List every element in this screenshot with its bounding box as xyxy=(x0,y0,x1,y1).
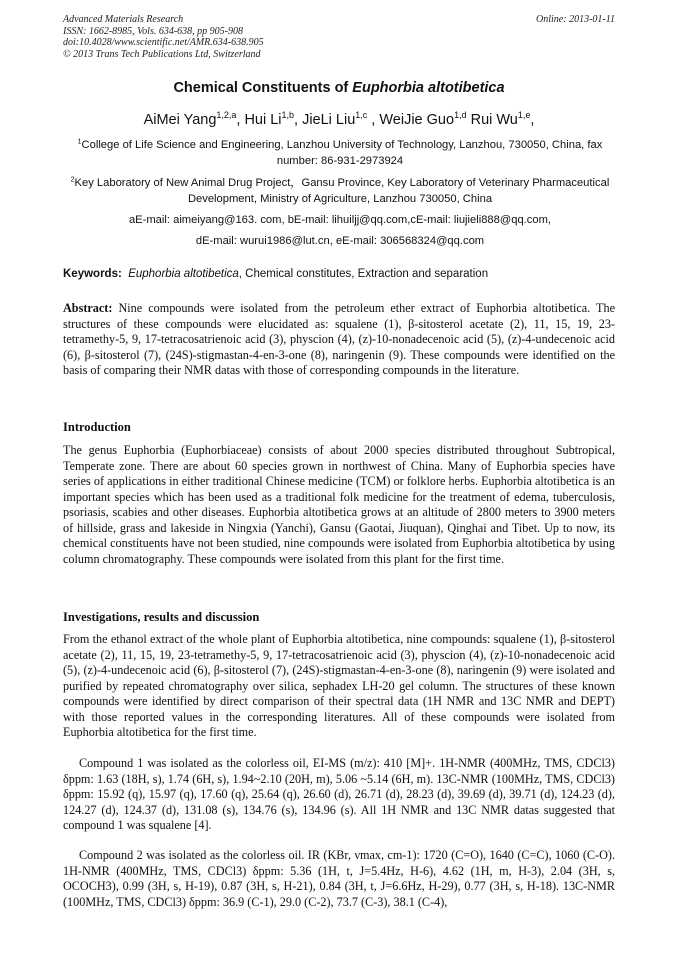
results-paragraph-1: From the ethanol extract of the whole plant of Euphorbia altotibetica, nine compounds: squalene (1), β-sitosterol acetate (2), 11, 15, 19, 23-tetramethy-5, 9, 17-tetracosatrienoic acid (3), physcion (4), (z)-10-nonadecenoic acid (5), (z)-4-undecenoic acid (6), β-sitosterol (7), (24S)-stigmastan-4-en-3-one (8), naringenin (9) were isolated and purified by repeated chromatography over silica, sephadex LH-20 gel column. The structures of these known compounds were identified by direct comparison of their spectral data (1H NMR and 13C NMR and DEPT) with those reported values in the corresponding literatures. All of these compounds were isolated from Euphorbia altotibetica for the first time. xyxy=(63,632,615,739)
affiliation-marker: 1 xyxy=(77,138,82,146)
title-species: Euphorbia altotibetica xyxy=(352,80,505,96)
journal-name: Advanced Materials Research xyxy=(63,14,184,25)
introduction-paragraph: The genus Euphorbia (Euphorbiaceae) consists of about 2000 species distributed throughout Subtropical, Temperate zone. There are about 60 species grown in northwest of China. Many of Euphorbia species have series of applications in either traditional Chinese medicine (TCM) or folklore herbs. Euphorbia altotibetica is an important species which has been used as a traditional folk medicine for the treatment of edema, tuberculosis, psoriasis, scabies and other diseases. Euphorbia altotibetica grows at an altitude of 2800 meters to 3900 meters of hillside, grass and lakeside in Ningxia (Yanchi), Gansu (Gaotai, Jiuquan), Qinghai and Tibet. Up to now, its chemical constituents have not been studied, nine compounds were isolated from Euphorbia altotibetica by using column chromatography. These compounds were isolated from this plant for the first time. xyxy=(63,443,615,566)
author-name: Hui Li xyxy=(244,112,282,128)
author-affil: 1,e xyxy=(517,110,531,121)
keywords xyxy=(63,268,623,280)
results-paragraph-2: Compound 1 was isolated as the colorless oil, EI-MS (m/z): 410 [M]+. 1H-NMR (400MHz, TMS, CDCl3) δppm: 1.63 (18H, s), 1.74 (6H, s), 1.94~2.10 (20H, m), 5.06 ~5.14 (6H, m). 13C-NMR (100MHz, TMS, CDCl3) δppm: 15.92 (q), 15.97 (q), 17.60 (q), 25.64 (q), 26.60 (d), 26.71 (d), 28.23 (d), 39.69 (d), 39.71 (d), 124.23 (d), 124.27 (d), 124.37 (d), 131.08 (s), 134.76 (s), 134.96 (s). All 1H NMR and 13C NMR datas suggested that compound 1 was squalene [4]. xyxy=(63,756,615,832)
email-line-1 xyxy=(70,212,610,228)
author-list: AiMei Yang$^{1,2,a}$, Hui Li$^{1,b}$, JieLi Liu$^{1,c}$ , WeiJie Guo$^{1,d}$ Rui Wu$^{1,e}$, xyxy=(143,110,535,128)
email-c: cE-mail: liujieli888@qq.com, xyxy=(410,214,552,226)
email-line-2 xyxy=(70,233,610,249)
journal-copyright: © 2013 Trans Tech Publications Ltd, Switzerland xyxy=(63,48,261,60)
affiliation-text: College of Life Science and Engineering, Lanzhou University of Technology, Lanzhou, 730050, China, fax number: 86-931-2973924 xyxy=(81,139,603,167)
abstract xyxy=(63,301,615,379)
section-heading-introduction: Introduction xyxy=(63,420,131,434)
keywords-label: Keywords: xyxy=(63,268,122,280)
journal-doi: doi:10.4028/www.scientific.net/AMR.634-638.905 xyxy=(63,37,264,48)
author-affil: 1,2,a xyxy=(216,110,237,121)
journal-header xyxy=(63,14,264,60)
author-name: JieLi Liu xyxy=(302,112,356,128)
email-a: aE-mail: aimeiyang@163. com, xyxy=(128,214,288,226)
paper-title xyxy=(0,80,678,96)
title-prefix: Chemical Constituents of xyxy=(173,80,353,96)
affiliation-text: Key Laboratory of New Animal Drug Project，Gansu Province, Key Laboratory of Veterinary Pharmaceutical Development, Ministry of Agriculture, Lanzhou 730050, China xyxy=(74,177,610,205)
keywords-rest: , Chemical constitutes, Extraction and separation xyxy=(238,268,489,280)
abstract-text: Nine compounds were isolated from the petroleum ether extract of Euphorbia altotibetica. The structures of these compounds were elucidated as: squalene (1), β-sitosterol acetate (2), 11, 15, 19, 23-tetramethy-5, 9, 17-tetracosatrienoic acid (3), physcion (4), (z)-10-nonadecenoic acid (5), (z)-4-undecenoic acid (6), β-sitosterol (7), (24S)-stigmastan-4-en-3-one (8), naringenin (9). These compounds were identified on the basis of comparing their NMR datas with those of corresponding compounds in the literature. xyxy=(63,301,615,377)
section-heading-results: Investigations, results and discussion xyxy=(63,610,260,624)
affiliation-marker: 2 xyxy=(70,176,75,184)
author-name: AiMei Yang xyxy=(143,112,217,128)
abstract-label: Abstract: xyxy=(63,301,113,315)
keywords-species: Euphorbia altotibetica xyxy=(128,268,239,280)
journal-issn: ISSN: 1662-8985, Vols. 634-638, pp 905-908 xyxy=(63,25,243,37)
email-e: eE-mail: 306568324@qq.com xyxy=(335,235,485,247)
author-affil: 1,d xyxy=(454,110,467,121)
affiliation-1 xyxy=(70,137,610,169)
author-name: Rui Wu xyxy=(470,112,518,128)
email-d: dE-mail: wurui1986@lut.cn, xyxy=(195,235,336,247)
online-date: Online: 2013-01-11 xyxy=(536,14,615,25)
author-affil: 1,b xyxy=(281,110,295,121)
results-paragraph-3: Compound 2 was isolated as the colorless oil. IR (KBr, νmax, cm-1): 1720 (C=O), 1640 (C=C), 1060 (C-O). 1H-NMR (400MHz, TMS, CDCl3) δppm: 5.36 (1H, t, J=5.4Hz, H-6), 4.62 (1H, m, H-3), 2.04 (3H, s, OCOCH3), 0.99 (3H, s, H-19), 0.87 (3H, s, H-21), 0.84 (3H, t, J=6.6Hz, H-29), 0.77 (3H, s, H-18). 13C-NMR (100MHz, TMS, CDCl3) δppm: 36.9 (C-1), 29.0 (C-2), 73.7 (C-3), 38.1 (C-4), xyxy=(63,848,615,909)
author-affil: 1,c xyxy=(355,110,368,121)
author-name: WeiJie Guo xyxy=(379,112,455,128)
email-b: bE-mail: lihuiljj@qq.com, xyxy=(287,214,411,226)
affiliation-2 xyxy=(70,175,610,207)
